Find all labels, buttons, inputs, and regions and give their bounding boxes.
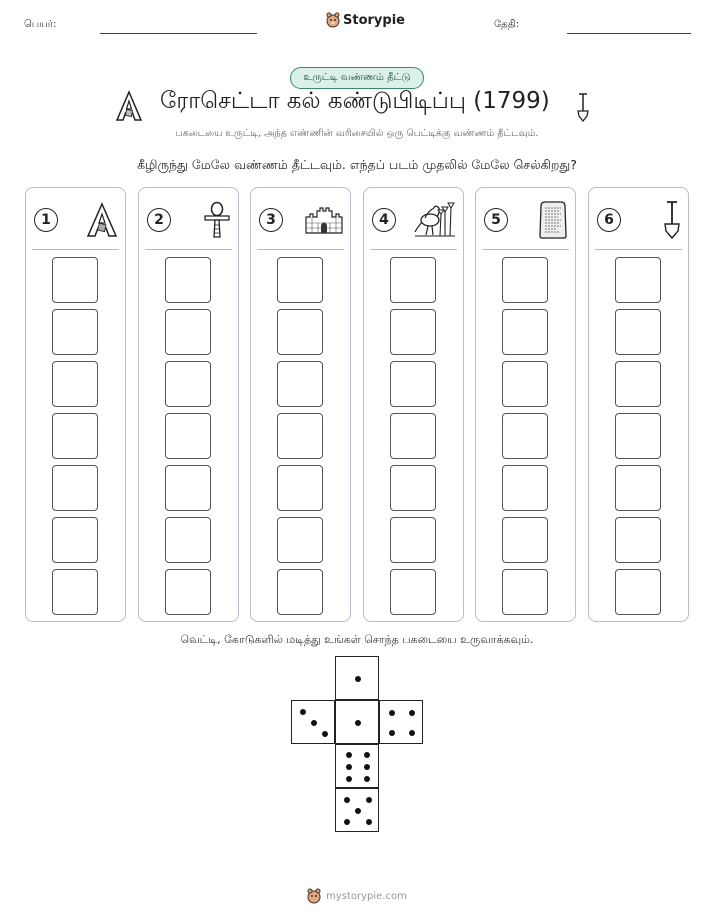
column-3 <box>250 187 351 622</box>
die-pip <box>366 819 372 825</box>
color-box[interactable] <box>502 361 548 407</box>
die-pip <box>346 776 352 782</box>
color-box[interactable] <box>277 465 323 511</box>
color-box[interactable] <box>390 257 436 303</box>
column-number: 3 <box>259 208 283 232</box>
die-pip <box>355 676 361 682</box>
ankh-icon <box>202 201 232 239</box>
brand-name: Storypie <box>343 12 405 28</box>
column-divider <box>257 249 344 250</box>
fort-ruins-icon <box>304 205 344 235</box>
color-box[interactable] <box>502 517 548 563</box>
color-box[interactable] <box>52 465 98 511</box>
cut-fold-instruction: வெட்டி, கோடுகளில் மடித்து உங்கள் சொந்த பகடையை உருவாக்கவும். <box>180 633 534 646</box>
die-pip <box>322 731 328 737</box>
color-box[interactable] <box>165 569 211 615</box>
color-box[interactable] <box>277 517 323 563</box>
die-face-1 <box>335 700 379 744</box>
column-divider <box>595 249 682 250</box>
color-box[interactable] <box>615 413 661 459</box>
activity-badge: உருட்டி வண்ணம் தீட்டு <box>290 67 424 89</box>
color-box[interactable] <box>390 361 436 407</box>
column-divider <box>145 249 232 250</box>
color-box[interactable] <box>165 257 211 303</box>
die-pip <box>300 709 306 715</box>
color-box[interactable] <box>165 517 211 563</box>
color-box[interactable] <box>615 465 661 511</box>
storypie-mascot-icon <box>326 12 340 28</box>
color-box[interactable] <box>277 309 323 355</box>
color-box[interactable] <box>615 569 661 615</box>
name-line[interactable] <box>100 33 257 34</box>
color-box[interactable] <box>615 517 661 563</box>
color-box[interactable] <box>615 257 661 303</box>
column-4 <box>363 187 464 622</box>
column-number: 4 <box>372 208 396 232</box>
shovel-icon <box>662 200 682 240</box>
color-box[interactable] <box>165 465 211 511</box>
die-pip <box>364 764 370 770</box>
column-divider <box>32 249 119 250</box>
footer <box>0 888 714 904</box>
color-box[interactable] <box>52 361 98 407</box>
color-box[interactable] <box>502 465 548 511</box>
color-box[interactable] <box>502 309 548 355</box>
die-face-3 <box>291 700 335 744</box>
color-box[interactable] <box>390 569 436 615</box>
brand-logo <box>326 12 405 28</box>
name-label: பெயர்: <box>24 19 57 30</box>
column-number: 5 <box>484 208 508 232</box>
column-1 <box>25 187 126 622</box>
color-box[interactable] <box>615 309 661 355</box>
column-2 <box>138 187 239 622</box>
color-box[interactable] <box>502 413 548 459</box>
column-divider <box>370 249 457 250</box>
die-face-1 <box>335 656 379 700</box>
color-box[interactable] <box>390 517 436 563</box>
color-box[interactable] <box>277 569 323 615</box>
shovel-icon <box>575 92 591 122</box>
die-pip <box>344 819 350 825</box>
die-pip <box>344 797 350 803</box>
die-pip <box>364 776 370 782</box>
question-text: கீழிருந்து மேலே வண்ணம் தீட்டவும். எந்தப் படம் முதலில் மேலே செல்கிறது? <box>137 157 577 172</box>
ibis-papyrus-icon <box>413 202 457 238</box>
stone-tablet-icon <box>537 200 569 240</box>
color-box[interactable] <box>165 361 211 407</box>
color-box[interactable] <box>165 309 211 355</box>
die-pip <box>355 808 361 814</box>
color-box[interactable] <box>165 413 211 459</box>
color-box[interactable] <box>277 413 323 459</box>
column-number: 1 <box>34 208 58 232</box>
color-box[interactable] <box>502 569 548 615</box>
color-box[interactable] <box>615 361 661 407</box>
hieroglyph-letter-a-icon <box>85 202 119 238</box>
column-number: 2 <box>147 208 171 232</box>
color-box[interactable] <box>277 361 323 407</box>
column-number: 6 <box>597 208 621 232</box>
color-box[interactable] <box>277 257 323 303</box>
color-box[interactable] <box>502 257 548 303</box>
page-title: ரோசெட்டா கல் கண்டுபிடிப்பு (1799) <box>160 88 550 114</box>
die-pip <box>366 797 372 803</box>
die-pip <box>355 720 361 726</box>
hieroglyph-letter-a-icon <box>114 90 144 122</box>
color-box[interactable] <box>52 257 98 303</box>
die-pip <box>311 720 317 726</box>
color-box[interactable] <box>52 569 98 615</box>
die-pip <box>346 752 352 758</box>
die-pip <box>346 764 352 770</box>
color-box[interactable] <box>390 309 436 355</box>
color-box[interactable] <box>390 465 436 511</box>
column-divider <box>482 249 569 250</box>
die-pip <box>364 752 370 758</box>
die-pip <box>409 730 415 736</box>
column-5 <box>475 187 576 622</box>
color-box[interactable] <box>52 517 98 563</box>
die-pip <box>389 730 395 736</box>
die-pip <box>409 710 415 716</box>
die-face-6 <box>335 744 379 788</box>
storypie-mascot-icon <box>307 888 321 904</box>
color-box[interactable] <box>52 413 98 459</box>
die-face-5 <box>335 788 379 832</box>
subtitle: பகடையை உருட்டி, அந்த எண்ணின் வரிசையில் ஒரு பெட்டிக்கு வண்ணம் தீட்டவும். <box>175 128 539 139</box>
date-line[interactable] <box>567 33 691 34</box>
color-box[interactable] <box>390 413 436 459</box>
color-box[interactable] <box>52 309 98 355</box>
date-label: தேதி: <box>494 19 520 30</box>
footer-url[interactable]: mystorypie.com <box>326 890 407 902</box>
die-pip <box>389 710 395 716</box>
column-6 <box>588 187 689 622</box>
die-face-4 <box>379 700 423 744</box>
